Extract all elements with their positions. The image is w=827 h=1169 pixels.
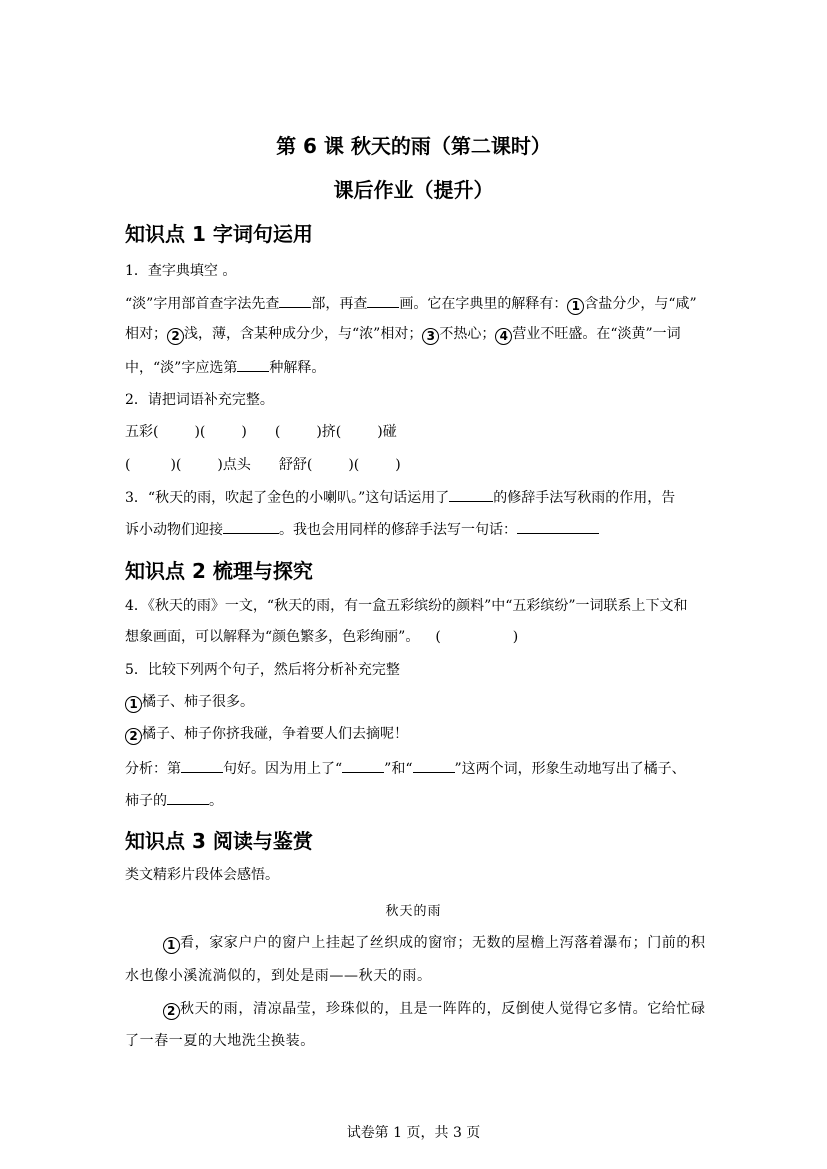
question-5-analysis-line-2: 柿子的 。 [125, 790, 223, 810]
answer-blank[interactable] [517, 519, 599, 534]
section-heading-3: 知识点 3 阅读与鉴赏 [125, 829, 313, 853]
circled-number: 2 [125, 728, 142, 745]
question-2-stem: 2．请把词语补充完整。 [125, 392, 274, 408]
circled-number: 3 [422, 328, 439, 345]
question-1-stem: 1．查字典填空 。 [125, 263, 237, 279]
answer-blank[interactable] [342, 758, 384, 773]
answer-blank[interactable] [449, 487, 493, 502]
answer-blank[interactable] [237, 357, 269, 372]
question-1-line-2: 相对； 2 浅，薄，含某种成分少，与“浓”相对； 3 不热心； 4 营业不旺盛。在“淡黄”一词 [125, 326, 681, 343]
page-footer: 试卷第 1 页，共 3 页 [346, 1125, 481, 1141]
question-3-line-1: 3．“秋天的雨，吹起了金色的小喇叭。”这句话运用了 的修辞手法写秋雨的作用，告 [125, 487, 675, 507]
question-5-analysis-line-1: 分析：第 句好。因为用上了“ ”和“ ”这两个词，形象生动地写出了橘子、 [125, 758, 686, 778]
passage-title: 秋天的雨 [385, 904, 442, 919]
question-2-row-1: 五彩( )( ) ( )挤( )碰 [125, 424, 397, 440]
passage-paragraph-2-line-1: 2 秋天的雨，清凉晶莹，珍珠似的，且是一阵阵的，反倒使人觉得它多情。它给忙碌 [163, 998, 706, 1020]
answer-blank[interactable] [181, 758, 223, 773]
question-1-line-3: 中，“淡”字应选第 种解释。 [125, 357, 325, 377]
passage-paragraph-2-line-2: 了一春一夏的大地洗尘换装。 [125, 1033, 315, 1049]
reading-intro: 类文精彩片段体会感悟。 [125, 867, 279, 883]
page-title: 第 6 课 秋天的雨（第二课时） [276, 134, 551, 158]
answer-blank[interactable] [279, 293, 311, 308]
circled-number: 4 [495, 328, 512, 345]
answer-blank[interactable] [367, 293, 399, 308]
answer-blank[interactable] [413, 758, 455, 773]
passage-paragraph-1-line-1: 1 看，家家户户的窗户上挂起了丝织成的窗帘；无数的屋檐上泻落着瀑布；门前的积 [163, 932, 706, 954]
answer-blank[interactable] [223, 519, 279, 534]
answer-blank[interactable] [167, 790, 209, 805]
question-4-line-2: 想象画面，可以解释为“颜色繁多，色彩绚丽”。 ( ) [125, 629, 519, 645]
section-heading-2: 知识点 2 梳理与探究 [125, 559, 313, 583]
circled-number: 2 [163, 1003, 180, 1020]
question-2-row-2: ( )( )点头 舒舒( )( ) [125, 457, 401, 473]
page-subtitle: 课后作业（提升） [333, 178, 494, 202]
question-4-line-1: 4．《秋天的雨》一文，“秋天的雨，有一盒五彩缤纷的颜料”中“五彩缤纷”一词联系上下文和 [125, 598, 688, 614]
passage-paragraph-1-line-2: 水也像小溪流淌似的，到处是雨——秋天的雨。 [125, 968, 432, 984]
question-5-stem: 5．比较下列两个句子，然后将分析补充完整 [125, 662, 400, 678]
circled-number: 1 [567, 298, 584, 315]
question-5-sentence-2: 2 橘子、柿子你挤我碰，争着要人们去摘呢！ [125, 725, 408, 745]
question-5-sentence-1: 1 橘子、柿子很多。 [125, 693, 254, 713]
circled-number: 2 [167, 328, 184, 345]
question-1-line-1: “淡”字用部首查字法先查 部，再查 画。它在字典里的解释有： 1 含盐分少，与“咸” [125, 293, 697, 315]
circled-number: 1 [125, 696, 142, 713]
circled-number: 1 [163, 937, 180, 954]
question-3-line-2: 诉小动物们迎接 。我也会用同样的修辞手法写一句话： [125, 519, 599, 539]
section-heading-1: 知识点 1 字词句运用 [125, 222, 313, 246]
